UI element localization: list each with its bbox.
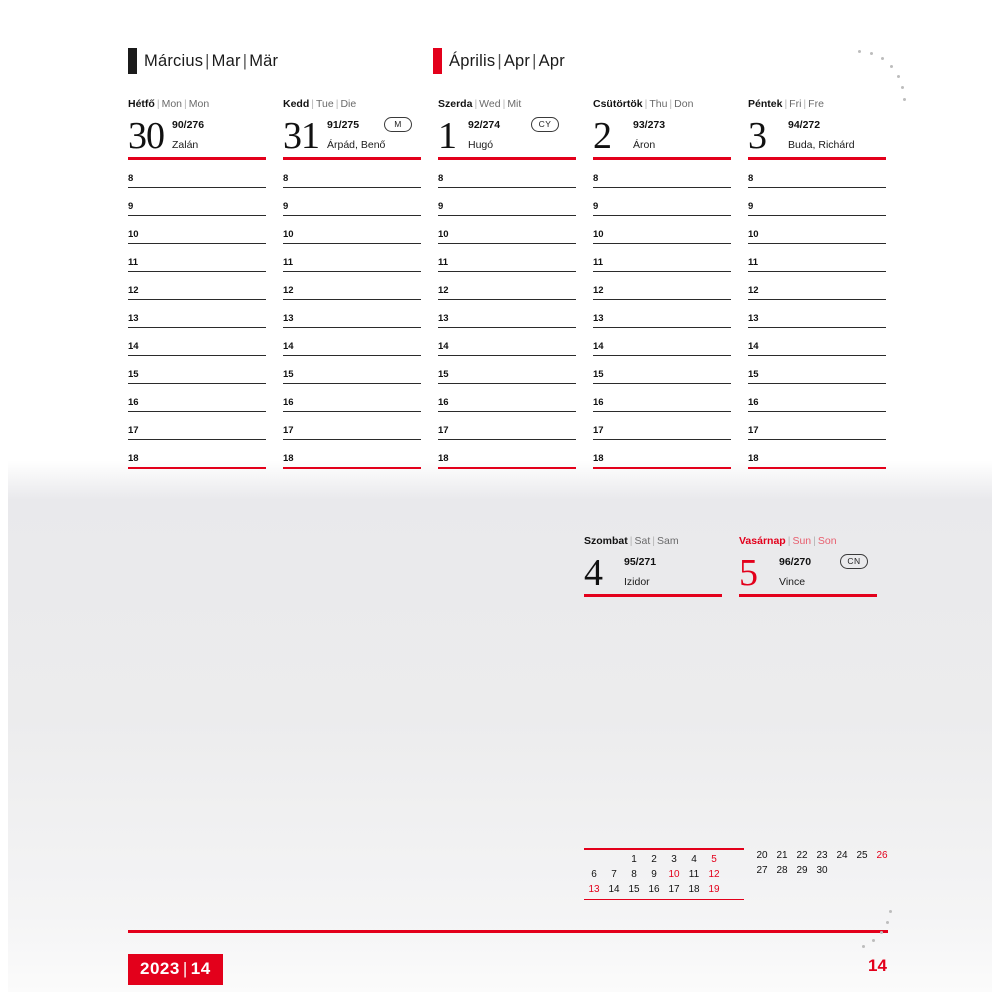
hour-label: 12 — [128, 284, 139, 296]
day-number-sunday: 5 — [739, 552, 758, 594]
mini-rule-top — [584, 848, 744, 850]
mini-rule-bottom — [584, 899, 744, 901]
day-column-wednesday[interactable] — [438, 98, 576, 469]
hour-label: 12 — [748, 284, 759, 296]
dow-en-friday: Fri — [789, 98, 802, 110]
hour-label: 18 — [593, 452, 604, 464]
dow-en-sunday: Sun — [792, 535, 812, 547]
hour-label: 12 — [593, 284, 604, 296]
hour-label: 10 — [593, 228, 604, 240]
mini-cell: 7 — [611, 868, 617, 880]
hour-label: 10 — [128, 228, 139, 240]
mini-cell: 5 — [711, 853, 717, 865]
hour-label: 13 — [128, 312, 139, 324]
hour-slot[interactable] — [283, 188, 421, 216]
nameday-tuesday: Árpád, Benő — [327, 139, 386, 151]
hour-slot[interactable] — [283, 440, 421, 467]
hour-label: 17 — [128, 424, 139, 436]
month-name-en-april: Apr — [503, 51, 531, 70]
hour-label: 10 — [283, 228, 294, 240]
hour-slot[interactable] — [593, 188, 731, 216]
hour-label: 17 — [438, 424, 449, 436]
hour-label: 10 — [438, 228, 449, 240]
hour-label: 14 — [593, 340, 604, 352]
day-header-wednesday — [438, 113, 576, 155]
hour-label: 8 — [283, 172, 289, 184]
hour-slot[interactable] — [128, 188, 266, 216]
hour-label: 14 — [748, 340, 759, 352]
hour-slot[interactable] — [438, 440, 576, 467]
hour-end-rule — [748, 467, 886, 469]
hour-slot[interactable] — [128, 412, 266, 440]
mini-cell: 11 — [688, 868, 700, 880]
day-number-saturday: 4 — [584, 552, 603, 594]
nameday-sunday: Vince — [779, 576, 806, 588]
day-header-thursday — [593, 113, 731, 155]
hour-slot[interactable] — [748, 188, 886, 216]
day-number-tuesday: 31 — [283, 115, 319, 157]
mini-cell: 18 — [688, 883, 700, 895]
dow-de-wednesday: Mit — [507, 98, 522, 110]
hour-label: 11 — [593, 256, 604, 268]
year-week-badge — [128, 954, 223, 985]
hour-slot[interactable] — [283, 356, 421, 384]
hour-slot[interactable] — [593, 440, 731, 467]
hour-slot[interactable] — [593, 216, 731, 244]
badge-separator: | — [182, 959, 188, 978]
hour-label: 10 — [748, 228, 759, 240]
dow-de-thursday: Don — [674, 98, 694, 110]
hour-list-friday[interactable] — [748, 160, 886, 469]
hour-slot[interactable] — [283, 244, 421, 272]
mini-month-left — [584, 848, 744, 900]
mini-cell — [852, 878, 872, 893]
mini-cell: 8 — [631, 868, 637, 880]
hour-list-wednesday[interactable] — [438, 160, 576, 469]
hour-slot[interactable] — [593, 356, 731, 384]
day-header-saturday — [584, 550, 722, 592]
hour-label: 18 — [438, 452, 449, 464]
mini-cell: 26 — [876, 850, 888, 861]
mini-cell: 22 — [796, 850, 808, 861]
mini-cell — [772, 878, 792, 893]
mini-cell: 20 — [756, 850, 768, 861]
dow-de-friday: Fre — [808, 98, 824, 110]
mini-cell: 10 — [668, 868, 680, 880]
dow-en-monday: Mon — [161, 98, 183, 110]
dow-en-tuesday: Tue — [315, 98, 334, 110]
hour-slot[interactable] — [438, 328, 576, 356]
dow-hu-thursday: Csütörtök — [593, 98, 643, 110]
hour-label: 15 — [128, 368, 139, 380]
nameday-wednesday: Hugó — [468, 139, 494, 151]
hour-label: 14 — [438, 340, 449, 352]
mini-cell: 1 — [631, 853, 637, 865]
mini-cell — [584, 852, 604, 867]
mini-cell: 12 — [708, 868, 720, 880]
hour-label: 13 — [593, 312, 604, 324]
day-number-friday: 3 — [748, 115, 767, 157]
moon-phase-icon: CN — [840, 554, 868, 569]
hour-slot[interactable] — [283, 216, 421, 244]
hour-slot[interactable] — [128, 216, 266, 244]
month-name-de-april: Apr — [538, 51, 565, 70]
hour-slot[interactable] — [128, 300, 266, 328]
mini-month-table-right — [752, 848, 892, 893]
mini-cell — [872, 878, 892, 893]
day-count-sunday: 96/270 — [779, 556, 812, 568]
hour-slot[interactable] — [128, 160, 266, 188]
hour-slot[interactable] — [593, 300, 731, 328]
hour-slot[interactable] — [438, 356, 576, 384]
hour-slot[interactable] — [128, 244, 266, 272]
hour-end-rule — [128, 467, 266, 469]
nameday-saturday: Izidor — [624, 576, 650, 588]
day-column-tuesday[interactable] — [283, 98, 421, 469]
day-header-sunday — [739, 550, 877, 592]
hour-slot[interactable] — [283, 384, 421, 412]
mini-row — [584, 852, 724, 867]
dow-en-wednesday: Wed — [479, 98, 501, 110]
mini-cell: 13 — [588, 883, 600, 895]
week-number-label: 14 — [190, 959, 211, 978]
hour-end-rule — [283, 467, 421, 469]
mini-cell: 16 — [648, 883, 660, 895]
moon-phase-icon: CY — [531, 117, 559, 132]
hour-label: 14 — [283, 340, 294, 352]
week-number-corner: 14 — [868, 956, 887, 975]
hour-label: 13 — [438, 312, 449, 324]
hour-slot[interactable] — [748, 440, 886, 467]
hour-slot[interactable] — [593, 244, 731, 272]
dow-label-monday: Hétfő | Mon | Mon — [128, 98, 210, 110]
hour-label: 8 — [593, 172, 599, 184]
hour-slot[interactable] — [438, 188, 576, 216]
hour-label: 9 — [128, 200, 134, 212]
dow-de-tuesday: Die — [340, 98, 357, 110]
dow-de-sunday: Son — [817, 535, 837, 547]
mini-cell — [832, 878, 852, 893]
dow-de-saturday: Sam — [657, 535, 679, 547]
day-count-saturday: 95/271 — [624, 556, 657, 568]
mini-cell: 24 — [836, 850, 848, 861]
hour-slot[interactable] — [593, 412, 731, 440]
year-label: 2023 — [140, 959, 180, 978]
mini-cell: 23 — [816, 850, 828, 861]
mini-cell — [604, 852, 624, 867]
dow-en-saturday: Sat — [634, 535, 651, 547]
hour-slot[interactable] — [748, 412, 886, 440]
dow-label-sunday: Vasárnap | Sun | Son — [739, 535, 837, 547]
month-name-hu-april: Április — [449, 51, 496, 70]
hour-label: 13 — [283, 312, 294, 324]
day-rule-sunday — [739, 594, 877, 597]
dow-hu-monday: Hétfő — [128, 98, 155, 110]
hour-label: 16 — [748, 396, 759, 408]
day-number-monday: 30 — [128, 115, 164, 157]
hour-slot[interactable] — [438, 384, 576, 412]
dow-en-thursday: Thu — [649, 98, 668, 110]
mini-cell — [812, 878, 832, 893]
footer-rule — [128, 930, 888, 933]
hour-slot[interactable] — [748, 272, 886, 300]
mini-cell: 21 — [776, 850, 788, 861]
day-count-tuesday: 91/275 — [327, 119, 360, 131]
day-count-friday: 94/272 — [788, 119, 821, 131]
hour-label: 15 — [593, 368, 604, 380]
hour-label: 9 — [593, 200, 599, 212]
dow-label-thursday: Csütörtök | Thu | Don — [593, 98, 694, 110]
month-header-april — [433, 48, 565, 74]
hour-label: 11 — [128, 256, 139, 268]
hour-label: 18 — [748, 452, 759, 464]
dow-label-saturday: Szombat | Sat | Sam — [584, 535, 679, 547]
day-header-friday — [748, 113, 886, 155]
hour-label: 8 — [438, 172, 444, 184]
hour-slot[interactable] — [438, 412, 576, 440]
hour-label: 11 — [283, 256, 294, 268]
hour-label: 18 — [128, 452, 139, 464]
hour-slot[interactable] — [128, 356, 266, 384]
month-header-march — [128, 48, 278, 74]
mini-row — [752, 863, 892, 878]
mini-cell: 9 — [651, 868, 657, 880]
hour-slot[interactable] — [748, 160, 886, 188]
mini-row — [584, 882, 724, 897]
hour-list-tuesday[interactable] — [283, 160, 421, 469]
hour-slot[interactable] — [593, 272, 731, 300]
hour-slot[interactable] — [748, 216, 886, 244]
month-label-april: Április | Apr | Apr — [449, 51, 565, 70]
month-name-en-march: Mar — [211, 51, 241, 70]
dow-de-monday: Mon — [188, 98, 210, 110]
month-color-bar-april — [433, 48, 442, 74]
mini-row — [752, 848, 892, 863]
hour-slot[interactable] — [283, 160, 421, 188]
day-count-thursday: 93/273 — [633, 119, 666, 131]
month-name-hu-march: Március — [144, 51, 204, 70]
hour-label: 9 — [748, 200, 754, 212]
mini-cell — [872, 863, 892, 878]
mini-cell — [852, 863, 872, 878]
hour-slot[interactable] — [748, 384, 886, 412]
day-rule-saturday — [584, 594, 722, 597]
mini-cell: 27 — [756, 865, 768, 876]
hour-slot[interactable] — [128, 272, 266, 300]
mini-cell — [832, 863, 852, 878]
day-header-monday — [128, 113, 266, 155]
day-count-monday: 90/276 — [172, 119, 205, 131]
hour-label: 9 — [283, 200, 289, 212]
hour-label: 12 — [438, 284, 449, 296]
hour-label: 12 — [283, 284, 294, 296]
hour-list-thursday[interactable] — [593, 160, 731, 469]
month-color-bar-march — [128, 48, 137, 74]
hour-label: 11 — [438, 256, 449, 268]
content-area — [128, 48, 888, 978]
hour-label: 11 — [748, 256, 759, 268]
hour-label: 15 — [748, 368, 759, 380]
month-label-march: Március | Mar | Mär — [144, 51, 279, 70]
hour-label: 15 — [283, 368, 294, 380]
hour-slot[interactable] — [283, 300, 421, 328]
hour-slot[interactable] — [283, 328, 421, 356]
hour-end-rule — [593, 467, 731, 469]
day-column-friday[interactable] — [748, 98, 886, 469]
hour-slot[interactable] — [128, 384, 266, 412]
mini-cell: 2 — [651, 853, 657, 865]
mini-month-right — [752, 848, 892, 893]
mini-cell: 4 — [691, 853, 697, 865]
paper-sheet — [8, 8, 992, 992]
hour-slot[interactable] — [283, 272, 421, 300]
mini-row — [584, 867, 724, 882]
hour-label: 9 — [438, 200, 444, 212]
month-name-de-march: Mär — [249, 51, 279, 70]
dow-hu-tuesday: Kedd — [283, 98, 310, 110]
hour-label: 18 — [283, 452, 294, 464]
dow-hu-friday: Péntek — [748, 98, 783, 110]
hour-label: 17 — [748, 424, 759, 436]
mini-cell: 30 — [816, 865, 828, 876]
mini-cell: 17 — [668, 883, 680, 895]
hour-slot[interactable] — [438, 272, 576, 300]
dow-hu-saturday: Szombat — [584, 535, 628, 547]
mini-cell: 6 — [591, 868, 597, 880]
dow-label-tuesday: Kedd | Tue | Die — [283, 98, 357, 110]
hour-label: 17 — [593, 424, 604, 436]
hour-slot[interactable] — [128, 328, 266, 356]
mini-cell: 28 — [776, 865, 788, 876]
mini-cell: 19 — [708, 883, 720, 895]
mini-cell: 3 — [671, 853, 677, 865]
hour-label: 13 — [748, 312, 759, 324]
hour-label: 17 — [283, 424, 294, 436]
hour-slot[interactable] — [748, 328, 886, 356]
hour-end-rule — [438, 467, 576, 469]
dow-hu-wednesday: Szerda — [438, 98, 473, 110]
hour-slot[interactable] — [438, 160, 576, 188]
moon-phase-icon: M — [384, 117, 412, 132]
hour-label: 16 — [283, 396, 294, 408]
dow-label-wednesday: Szerda | Wed | Mit — [438, 98, 522, 110]
hour-label: 8 — [128, 172, 134, 184]
day-column-sunday[interactable] — [739, 535, 877, 597]
hour-label: 15 — [438, 368, 449, 380]
day-column-thursday[interactable] — [593, 98, 731, 469]
hour-label: 14 — [128, 340, 139, 352]
mini-cell — [752, 878, 772, 893]
hour-label: 16 — [438, 396, 449, 408]
hour-slot[interactable] — [748, 300, 886, 328]
mini-row — [752, 878, 892, 893]
mini-cell: 15 — [628, 883, 640, 895]
day-count-wednesday: 92/274 — [468, 119, 501, 131]
mini-cell: 29 — [796, 865, 808, 876]
nameday-monday: Zalán — [172, 139, 199, 151]
nameday-thursday: Áron — [633, 139, 656, 151]
day-column-saturday[interactable] — [584, 535, 722, 597]
nameday-friday: Buda, Richárd — [788, 139, 855, 151]
hour-list-monday[interactable] — [128, 160, 266, 469]
hour-slot[interactable] — [593, 160, 731, 188]
hour-slot[interactable] — [593, 328, 731, 356]
hour-slot[interactable] — [438, 300, 576, 328]
hour-slot[interactable] — [593, 384, 731, 412]
dow-hu-sunday: Vasárnap — [739, 535, 786, 547]
hour-label: 16 — [593, 396, 604, 408]
hour-slot[interactable] — [128, 440, 266, 467]
hour-slot[interactable] — [283, 412, 421, 440]
hour-label: 8 — [748, 172, 754, 184]
hour-label: 16 — [128, 396, 139, 408]
hour-slot[interactable] — [438, 244, 576, 272]
hour-slot[interactable] — [748, 356, 886, 384]
hour-slot[interactable] — [748, 244, 886, 272]
mini-cell — [792, 878, 812, 893]
day-number-thursday: 2 — [593, 115, 612, 157]
dow-label-friday: Péntek | Fri | Fre — [748, 98, 824, 110]
day-number-wednesday: 1 — [438, 115, 457, 157]
mini-cell: 14 — [608, 883, 620, 895]
hour-slot[interactable] — [438, 216, 576, 244]
day-header-tuesday — [283, 113, 421, 155]
mini-month-table-left — [584, 852, 724, 897]
mini-cell: 25 — [856, 850, 868, 861]
day-column-monday[interactable] — [128, 98, 266, 469]
